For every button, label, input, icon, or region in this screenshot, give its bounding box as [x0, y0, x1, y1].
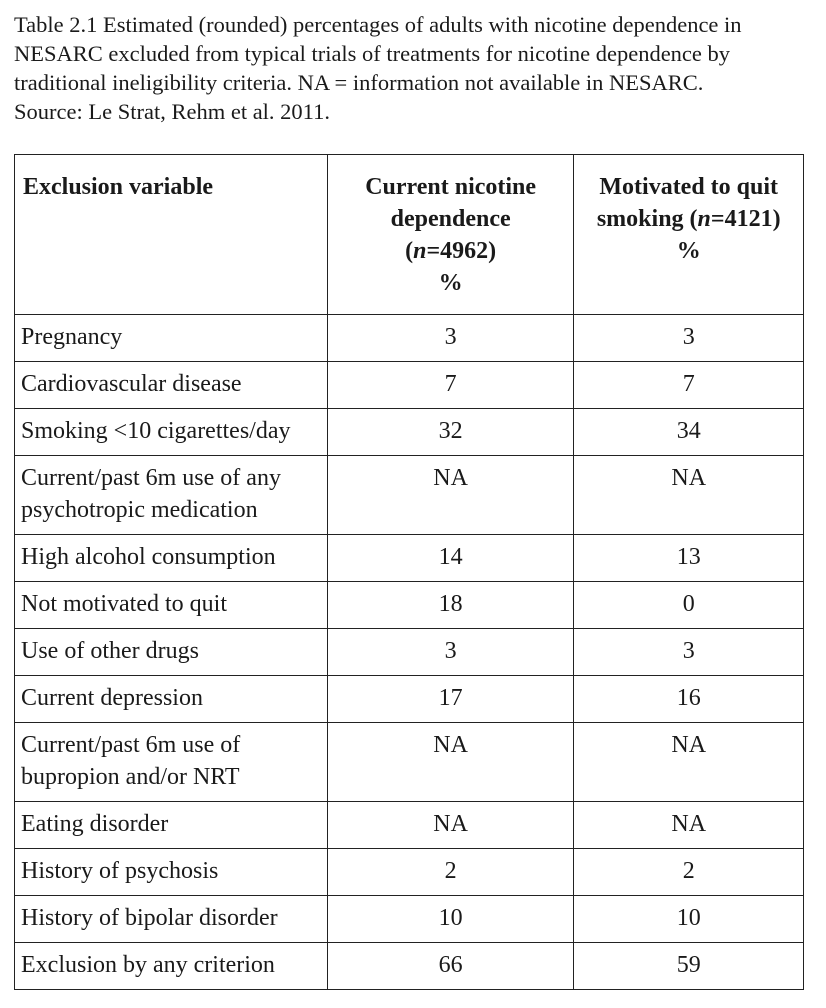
caption-line: traditional ineligibility criteria. NA = information not available in NESARC.: [14, 70, 704, 95]
table-row: [15, 409, 804, 456]
row-label: Current/past 6m use of any psychotropic medication: [15, 456, 328, 535]
row-label: Pregnancy: [15, 315, 328, 362]
cell-motivated-to-quit: 16: [574, 676, 804, 723]
cell-current-dependence: NA: [327, 456, 574, 535]
cell-current-dependence: 10: [327, 896, 574, 943]
cell-current-dependence: 32: [327, 409, 574, 456]
cell-motivated-to-quit: 59: [574, 943, 804, 990]
cell-current-dependence: NA: [327, 723, 574, 802]
header-motivated-to-quit: Motivated to quit smoking (n=4121) %: [574, 155, 804, 315]
cell-motivated-to-quit: NA: [574, 802, 804, 849]
row-label: History of bipolar disorder: [15, 896, 328, 943]
caption-line: Table 2.1 Estimated (rounded) percentages of adults with nicotine dependence in: [14, 12, 742, 37]
row-label: Use of other drugs: [15, 629, 328, 676]
table-row: [15, 362, 804, 409]
table-row: [15, 456, 804, 535]
row-label: Current depression: [15, 676, 328, 723]
cell-current-dependence: 66: [327, 943, 574, 990]
table-row: [15, 676, 804, 723]
cell-current-dependence: 18: [327, 582, 574, 629]
cell-current-dependence: 3: [327, 315, 574, 362]
cell-motivated-to-quit: 3: [574, 629, 804, 676]
table-body: [15, 315, 804, 990]
table-caption: [14, 10, 814, 126]
row-label: Eating disorder: [15, 802, 328, 849]
table-row: [15, 582, 804, 629]
header-row: [15, 155, 804, 315]
exclusion-table: [14, 154, 804, 990]
cell-current-dependence: 2: [327, 849, 574, 896]
cell-motivated-to-quit: 7: [574, 362, 804, 409]
cell-motivated-to-quit: NA: [574, 456, 804, 535]
cell-current-dependence: 3: [327, 629, 574, 676]
cell-current-dependence: 14: [327, 535, 574, 582]
caption-line: Source: Le Strat, Rehm et al. 2011.: [14, 99, 330, 124]
cell-motivated-to-quit: 13: [574, 535, 804, 582]
table-row: [15, 723, 804, 802]
table-row: [15, 535, 804, 582]
row-label: Not motivated to quit: [15, 582, 328, 629]
cell-current-dependence: NA: [327, 802, 574, 849]
table-row: [15, 629, 804, 676]
cell-motivated-to-quit: 3: [574, 315, 804, 362]
table-row: [15, 802, 804, 849]
cell-current-dependence: 17: [327, 676, 574, 723]
header-current-nicotine-dependence: Current nicotine dependence (n=4962) %: [327, 155, 574, 315]
table-row: [15, 943, 804, 990]
row-label: Smoking <10 cigarettes/day: [15, 409, 328, 456]
caption-line: NESARC excluded from typical trials of treatments for nicotine dependence by: [14, 41, 731, 66]
cell-motivated-to-quit: 34: [574, 409, 804, 456]
row-label: Exclusion by any criterion: [15, 943, 328, 990]
header-exclusion-variable: Exclusion variable: [15, 155, 328, 315]
row-label: Current/past 6m use of bupropion and/or NRT: [15, 723, 328, 802]
row-label: Cardiovascular disease: [15, 362, 328, 409]
cell-motivated-to-quit: 0: [574, 582, 804, 629]
table-row: [15, 315, 804, 362]
cell-current-dependence: 7: [327, 362, 574, 409]
cell-motivated-to-quit: 2: [574, 849, 804, 896]
table-row: [15, 849, 804, 896]
cell-motivated-to-quit: 10: [574, 896, 804, 943]
row-label: History of psychosis: [15, 849, 328, 896]
cell-motivated-to-quit: NA: [574, 723, 804, 802]
table-row: [15, 896, 804, 943]
row-label: High alcohol consumption: [15, 535, 328, 582]
